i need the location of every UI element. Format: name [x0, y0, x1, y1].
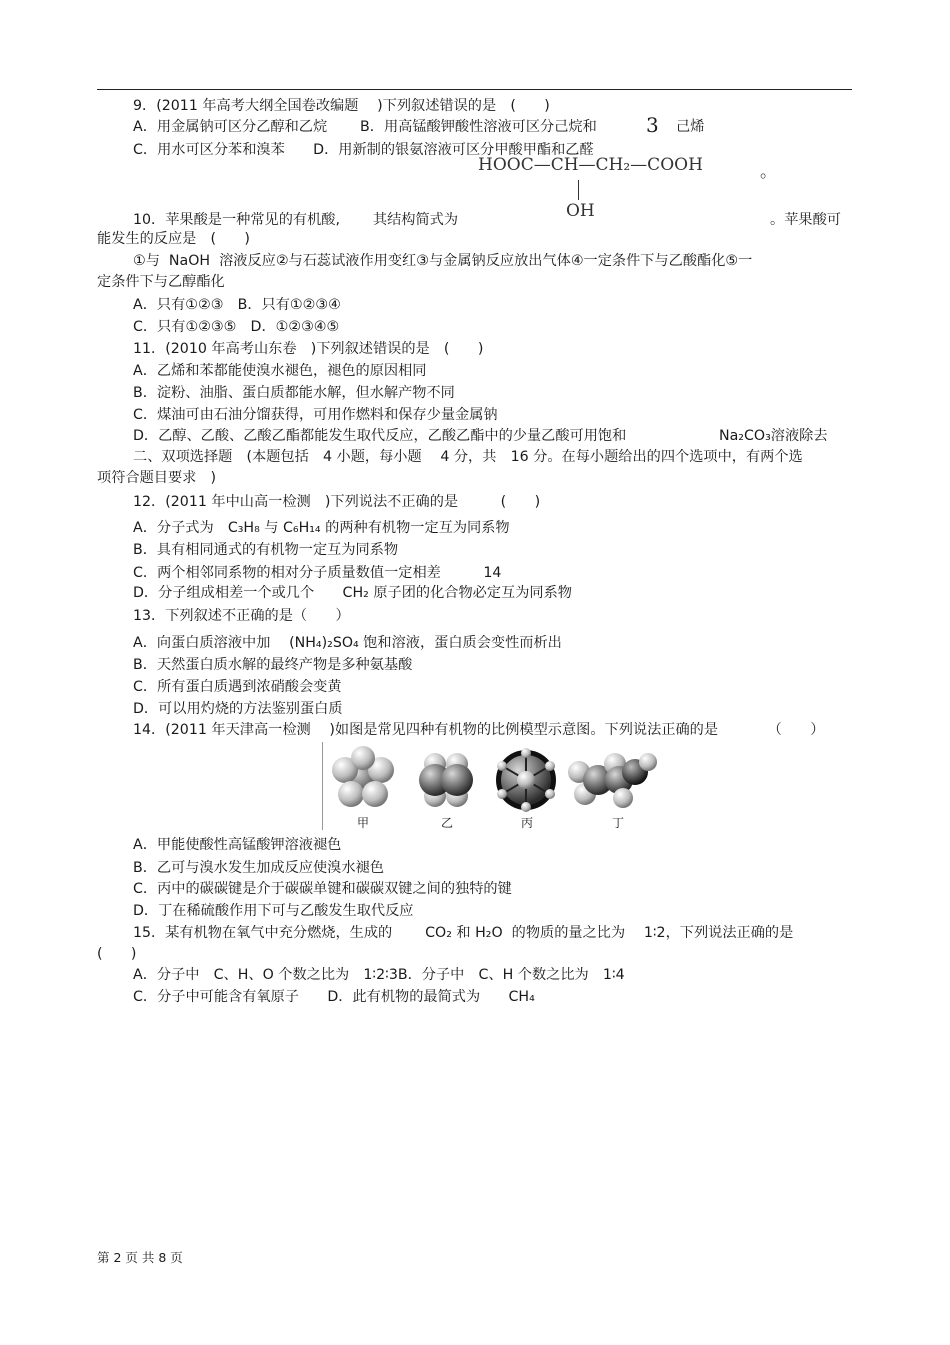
model-label-bing: 丙: [521, 816, 534, 830]
q13-stem: 13．下列叙述不正确的是（ ）: [133, 608, 350, 624]
q10-stem-line1: 10．苹果酸是一种常见的有机酸, 其结构简式为: [133, 212, 459, 228]
page-footer: 第 2 页 共 8 页: [97, 1250, 183, 1265]
molecule-models-figure: [322, 742, 661, 830]
q13-option-d: D．可以用灼烧的方法鉴别蛋白质: [133, 701, 343, 717]
formula-hydroxyl: OH: [566, 201, 595, 221]
benzene-model: [496, 748, 556, 812]
q15-option-cd: C．分子中可能含有氧原子 D．此有机物的最简式为 CH₄: [133, 989, 535, 1005]
q11-option-b: B．淀粉、油脂、蛋白质都能水解，但水解产物不同: [133, 385, 455, 401]
model-label-ding: 丁: [612, 816, 625, 830]
section2-line2: 项符合题目要求 ): [97, 470, 217, 486]
q15-option-ab: A．分子中 C、H、O 个数之比为 1∶2∶3B．分子中 C、H 个数之比为 1∶4: [133, 967, 625, 983]
model-label-yi: 乙: [441, 816, 454, 830]
malic-acid-formula: [478, 155, 778, 225]
q14-option-d: D．丁在稀硫酸作用下可与乙酸发生取代反应: [133, 903, 414, 919]
q11-option-c: C．煤油可由石油分馏获得，可用作燃料和保存少量金属钠: [133, 407, 498, 423]
q14-option-b: B．乙可与溴水发生加成反应使溴水褪色: [133, 860, 384, 876]
q9-option-b-tail: 己烯: [676, 119, 705, 135]
q12-stem: 12．(2011 年中山高一检测 )下列说法不正确的是 ( ): [133, 494, 541, 510]
formula-bond-line: [578, 180, 579, 200]
q15-stem-line2: ( ): [97, 946, 137, 962]
section2-line1: 二、双项选择题 (本题包括 4 小题，每小题 4 分，共 16 分。在每小题给出的四个选项中，有两个选: [133, 449, 803, 465]
q11-option-d: D．乙醇、乙酸、乙酸乙酯都能发生取代反应，乙酸乙酯中的少量乙酸可用饱和: [133, 428, 627, 444]
q11-option-d-tail: Na₂CO₃溶液除去: [719, 428, 828, 444]
q12-option-b: B．具有相同通式的有机物一定互为同系物: [133, 542, 399, 558]
header-rule: [97, 89, 852, 90]
q14-stem: 14．(2011 年天津高一检测 )如图是常见四种有机物的比例模型示意图。下列说法正确的是 （ ）: [133, 722, 825, 738]
q10-option-cd: C．只有①②③⑤ D．①②③④⑤: [133, 319, 340, 335]
q10-items-line2: 定条件下与乙醇酯化: [97, 274, 225, 290]
q12-option-d: D．分子组成相差一个或几个 CH₂ 原子团的化合物必定互为同系物: [133, 585, 572, 601]
methane-model: [332, 746, 394, 807]
q10-stem-tail: 。苹果酸可: [770, 212, 841, 228]
q13-option-c: C．所有蛋白质遇到浓硝酸会变黄: [133, 679, 342, 695]
q10-stem-line2: 能发生的反应是 ( ): [97, 231, 250, 247]
ethylene-model: [419, 753, 473, 807]
q13-option-b: B．天然蛋白质水解的最终产物是多种氨基酸: [133, 657, 413, 673]
q10-option-ab: A．只有①②③ B．只有①②③④: [133, 297, 341, 313]
formula-main-chain: HOOC—CH—CH₂—COOH: [478, 155, 703, 175]
q14-option-a: A．甲能使酸性高锰酸钾溶液褪色: [133, 837, 342, 853]
formula-period: 。: [760, 162, 777, 182]
q10-items-line1: ①与 NaOH 溶液反应②与石蕊试液作用变红③与金属钠反应放出气体④一定条件下与乙酸酯化⑤一: [133, 253, 753, 269]
ethanol-model: [568, 753, 657, 808]
q13-option-a: A．向蛋白质溶液中加 (NH₄)₂SO₄ 饱和溶液，蛋白质会变性而析出: [133, 635, 562, 651]
q9-stem: 9．(2011 年高考大纲全国卷改编题 )下列叙述错误的是 ( ): [133, 98, 550, 114]
q12-option-c: C．两个相邻同系物的相对分子质量数值一定相差 14: [133, 565, 502, 581]
q15-stem-line1: 15．某有机物在氧气中充分燃烧，生成的 CO₂ 和 H₂O 的物质的量之比为 1∶2，下列说法正确的是: [133, 925, 794, 941]
q11-option-a: A．乙烯和苯都能使溴水褪色，褪色的原因相同: [133, 363, 427, 379]
q11-stem: 11．(2010 年高考山东卷 )下列叙述错误的是 ( ): [133, 341, 484, 357]
q9-option-cd: C．用水可区分苯和溴苯 D．用新制的银氨溶液可区分甲酸甲酯和乙醛: [133, 142, 594, 158]
q14-option-c: C．丙中的碳碳键是介于碳碳单键和碳碳双键之间的独特的键: [133, 881, 512, 897]
q9-option-ab: A．用金属钠可区分乙醇和乙烷 B．用高锰酸钾酸性溶液可区分己烷和: [133, 119, 597, 135]
q12-option-a: A．分子式为 C₃H₈ 与 C₆H₁₄ 的两种有机物一定互为同系物: [133, 520, 510, 536]
model-label-jia: 甲: [357, 816, 370, 830]
molecule-models-svg: [323, 742, 661, 814]
q9-number-three: 3: [646, 113, 659, 137]
